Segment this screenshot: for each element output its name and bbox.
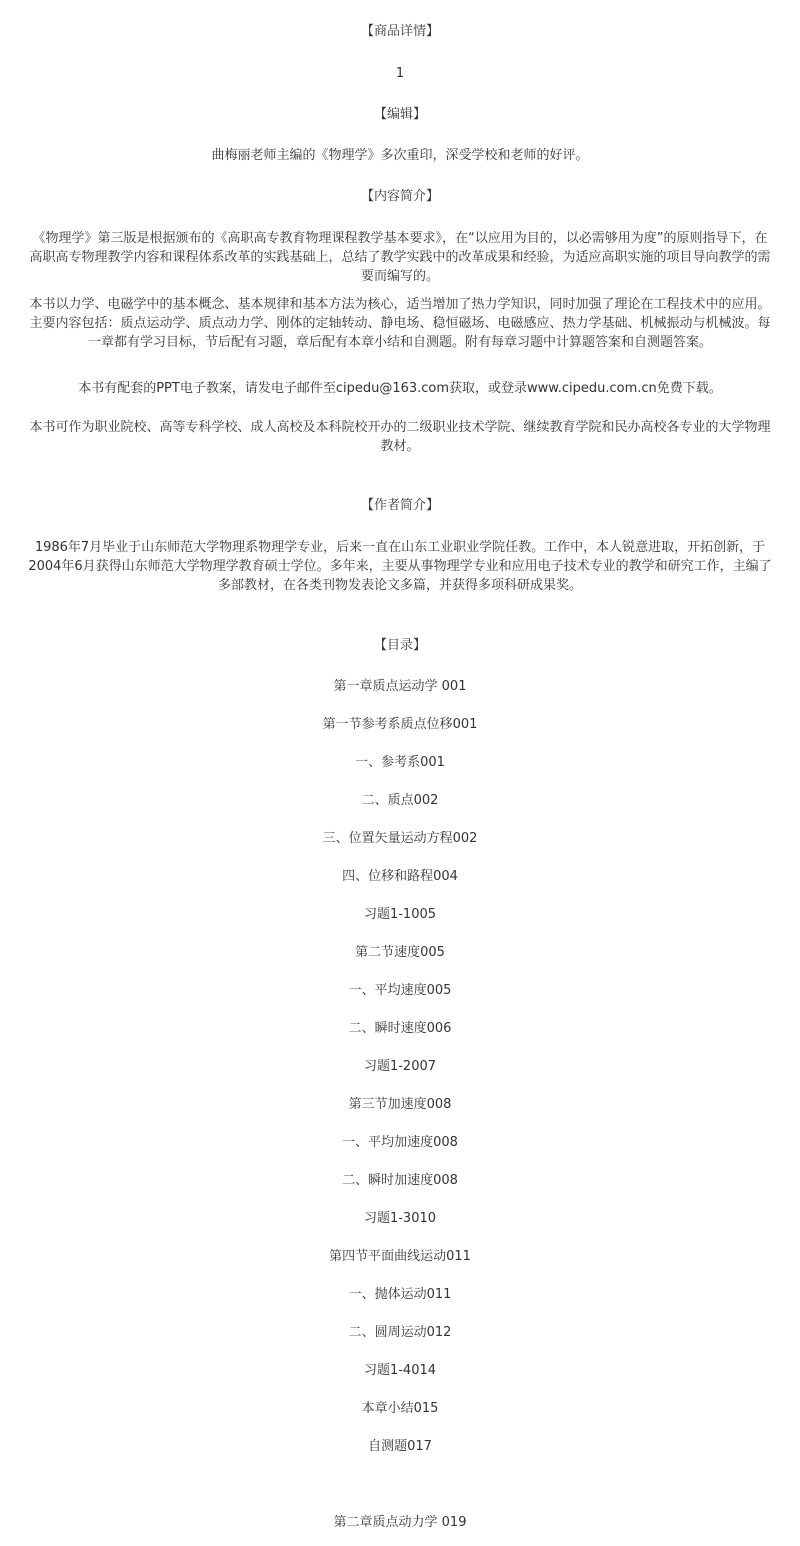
image-placeholder: 1 <box>395 66 405 81</box>
summary-paragraph-4 <box>0 418 800 456</box>
summary-paragraph-4-line: 教材。 <box>380 439 420 454</box>
summary-heading: 【内容简介】 <box>360 189 439 204</box>
author-text <box>0 538 800 595</box>
toc-item: 习题1-3010 <box>363 1211 437 1226</box>
editor-text: 曲梅丽老师主编的《物理学》多次重印，深受学校和老师的好评。 <box>211 148 589 163</box>
product-details-heading: 【商品详情】 <box>360 24 439 39</box>
summary-paragraph-2-line: 本书以力学、电磁学中的基本概念、基本规律和基本方法为核心，适当增加了热力学知识，同时加强了理论在工程技术中的应用。 <box>29 297 771 312</box>
author-text-line: 1986年7月毕业于山东师范大学物理系物理学专业，后来一直在山东工业职业学院任教。工作中，本人锐意进取，开拓创新，于 <box>34 540 766 555</box>
toc-item: 四、位移和路程004 <box>342 869 458 884</box>
toc-item: 一、抛体运动011 <box>348 1287 452 1302</box>
toc-item: 自测题017 <box>368 1439 432 1454</box>
toc-item: 二、质点002 <box>361 793 439 808</box>
toc-item: 一、平均速度005 <box>348 983 452 998</box>
summary-paragraph-2-line: 主要内容包括：质点运动学、质点动力学、刚体的定轴转动、静电场、稳恒磁场、电磁感应、热力学基础、机械振动与机械波。每 <box>29 316 771 331</box>
author-text-line: 多部教材，在各类刊物发表论文多篇，并获得多项科研成果奖。 <box>217 578 582 593</box>
editor-heading: 【编辑】 <box>373 107 426 122</box>
summary-paragraph-1-line: 要而编写的。 <box>360 269 439 284</box>
toc-item: 二、瞬时加速度008 <box>342 1173 458 1188</box>
summary-paragraph-1 <box>0 229 800 286</box>
toc-heading: 【目录】 <box>373 638 426 653</box>
summary-paragraph-1-line: 《物理学》第三版是根据颁布的《高职高专教育物理课程教学基本要求》，在“以应用为目的，以必需够用为度”的原则指导下，在 <box>32 231 768 246</box>
summary-paragraph-2-line: 一章都有学习目标，节后配有习题，章后配有本章小结和自测题。附有每章习题中计算题答案和自测题答案。 <box>87 335 712 350</box>
toc-item: 三、位置矢量运动方程002 <box>322 831 478 846</box>
summary-paragraph-3: 本书有配套的PPT电子教案，请发电子邮件至cipedu@163.com获取，或登录www.cipedu.com.cn免费下载。 <box>78 381 722 396</box>
toc-item: 二、圆周运动012 <box>348 1325 452 1340</box>
toc-item: 一、平均加速度008 <box>342 1135 458 1150</box>
toc-item: 习题1-4014 <box>363 1363 437 1378</box>
author-text-line: 2004年6月获得山东师范大学物理学教育硕士学位。多年来，主要从事物理学专业和应用电子技术专业的教学和研究工作，主编了 <box>28 559 772 574</box>
toc-item: 一、参考系001 <box>355 755 445 770</box>
toc-item: 二、瞬时速度006 <box>348 1021 452 1036</box>
toc-item: 习题1-2007 <box>363 1059 437 1074</box>
summary-paragraph-1-line: 高职高专物理教学内容和课程体系改革的实践基础上，总结了教学实践中的改革成果和经验，为适应高职实施的项目导向教学的需 <box>29 250 771 265</box>
summary-paragraph-2 <box>0 295 800 352</box>
toc-item: 本章小结015 <box>361 1401 439 1416</box>
toc-item: 第二章质点动力学 019 <box>333 1515 467 1530</box>
toc-item: 第一节参考系质点位移001 <box>322 717 478 732</box>
toc-item: 第三节加速度008 <box>348 1097 452 1112</box>
toc-item: 第一章质点运动学 001 <box>333 679 467 694</box>
summary-paragraph-4-line: 本书可作为职业院校、高等专科学校、成人高校及本科院校开办的二级职业技术学院、继续教育学院和民办高校各专业的大学物理 <box>29 420 771 435</box>
author-heading: 【作者简介】 <box>360 498 439 513</box>
toc-item: 习题1-1005 <box>363 907 437 922</box>
toc-item: 第二节速度005 <box>355 945 445 960</box>
toc-item: 第四节平面曲线运动011 <box>329 1249 471 1264</box>
